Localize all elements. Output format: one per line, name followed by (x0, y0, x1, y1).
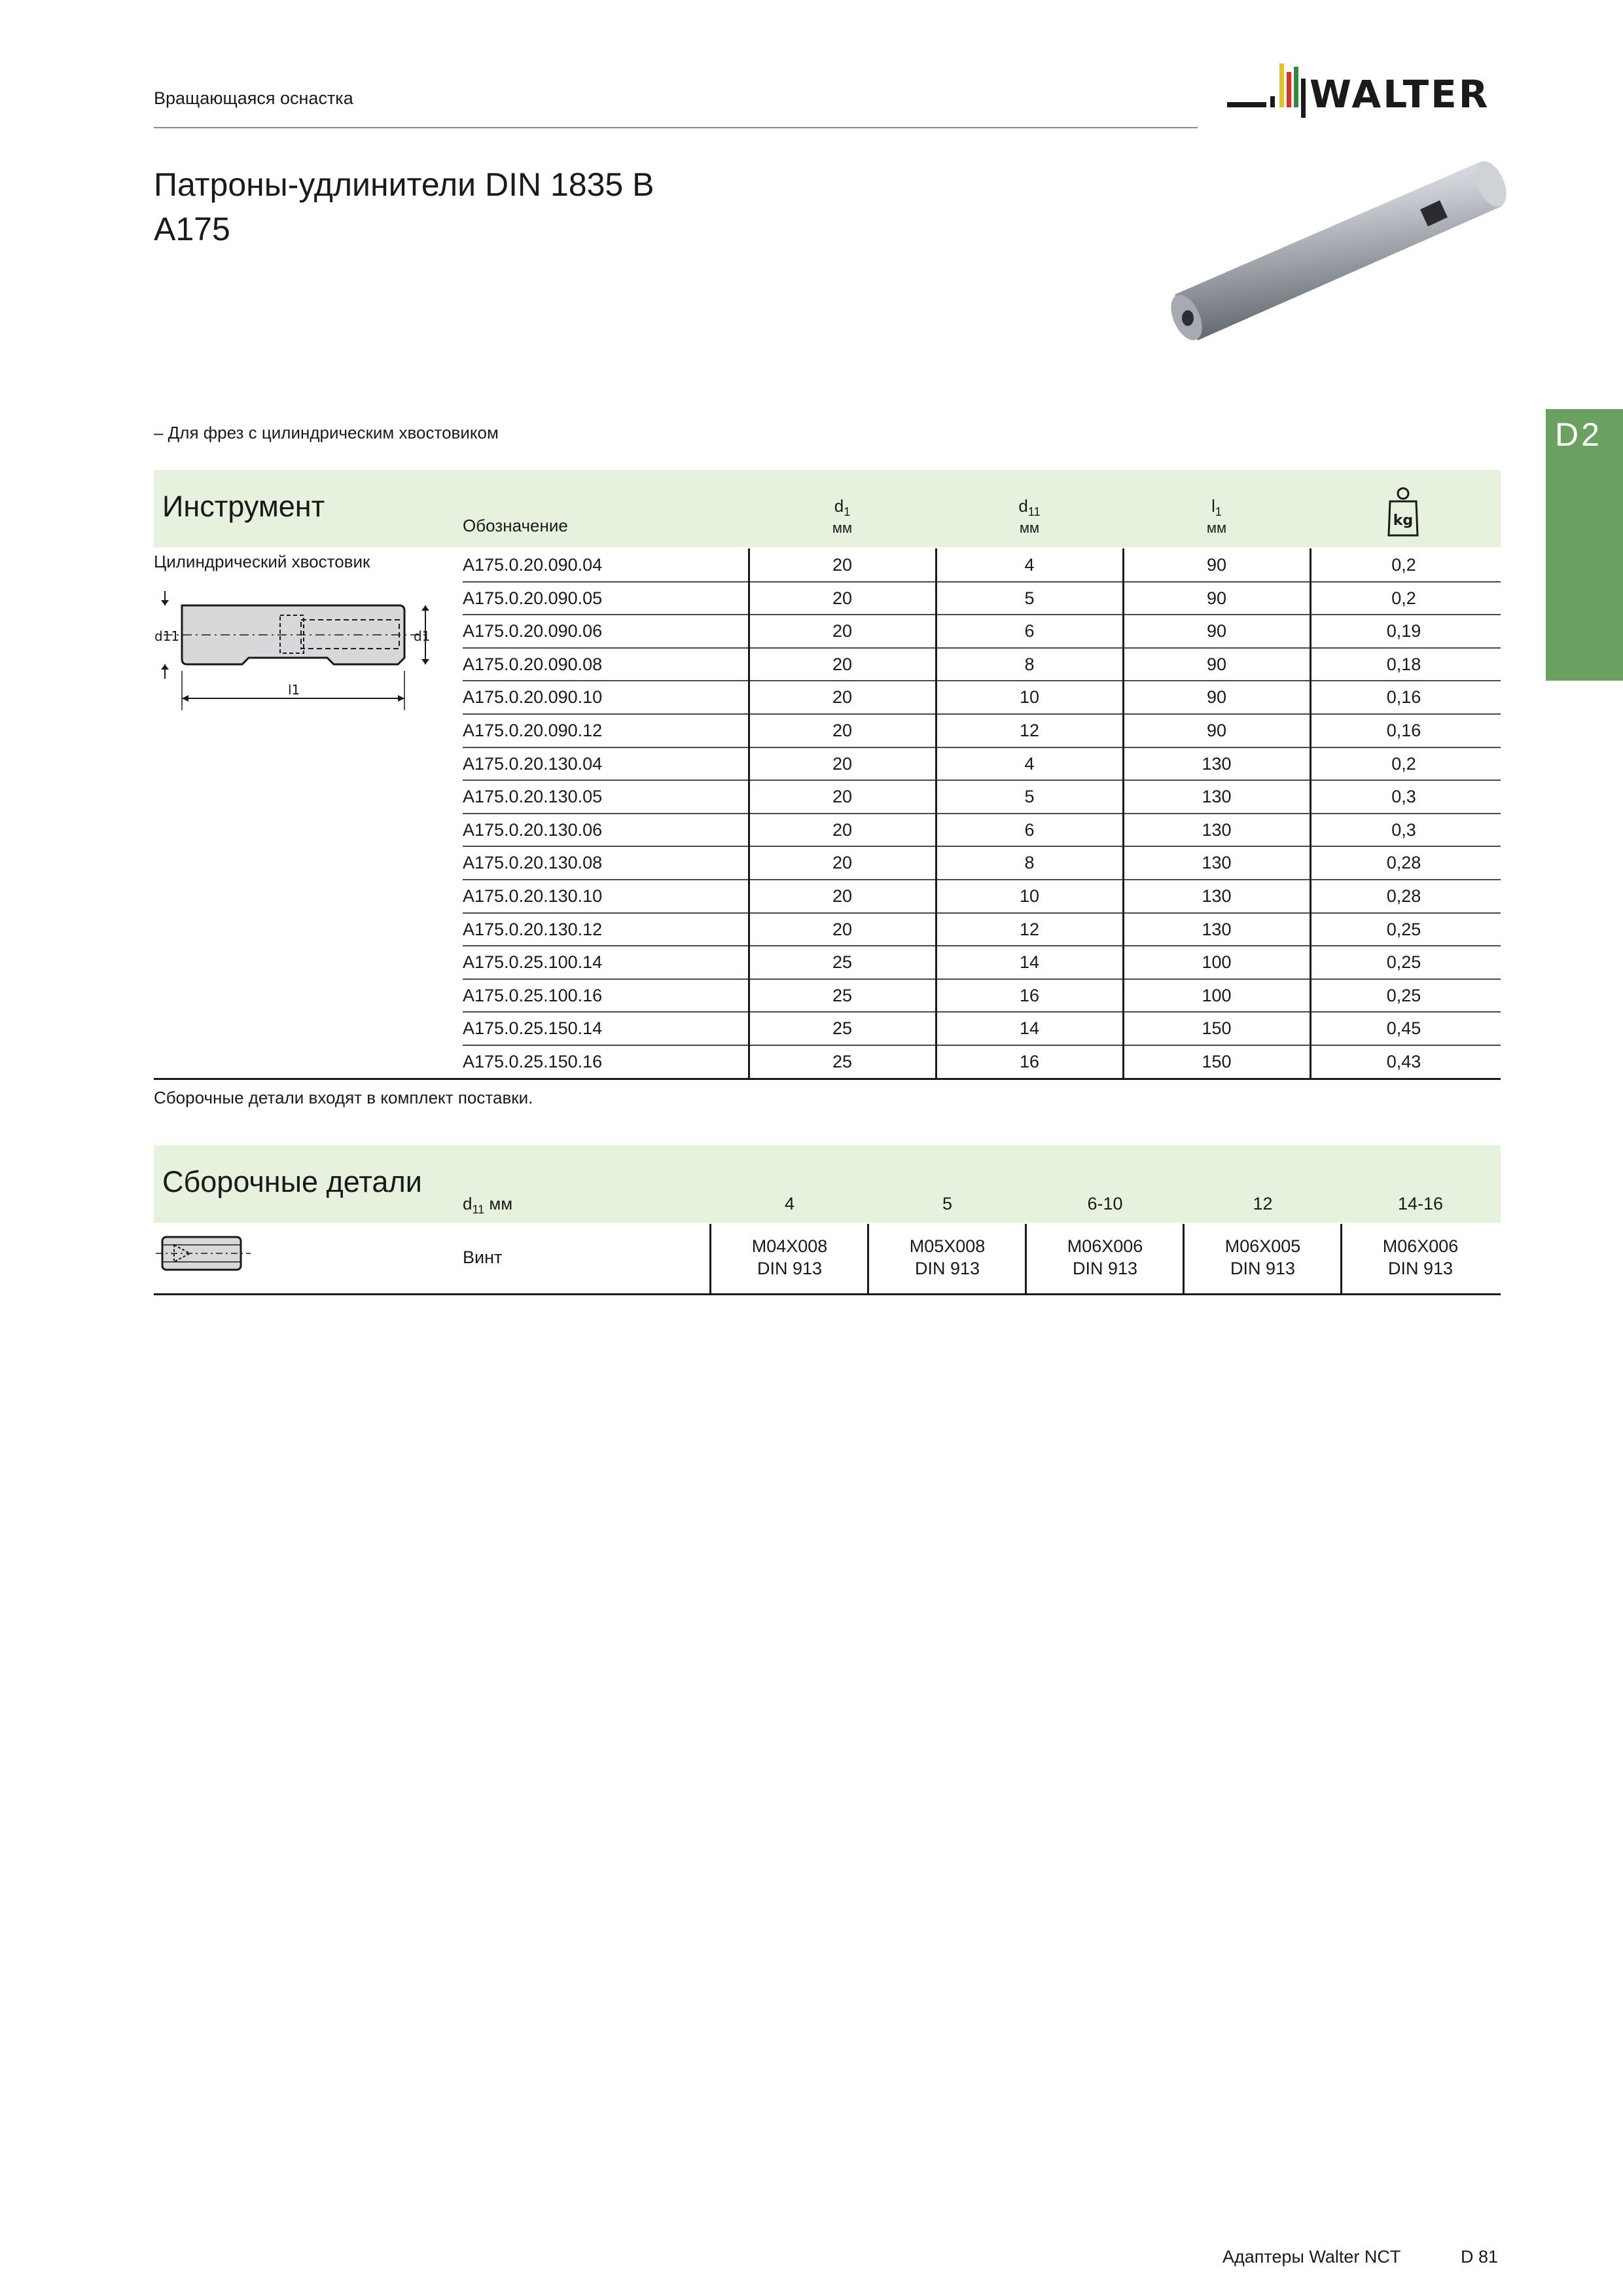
table-cell-d1: 25 (832, 952, 853, 973)
table-cell-d1: 25 (832, 1018, 853, 1039)
screw-spec: DIN 913 (757, 1259, 823, 1278)
column-divider (1340, 1224, 1342, 1295)
table-cell-l1: 130 (1202, 886, 1232, 906)
screw-spec: M04X008 (751, 1236, 828, 1256)
table-row-code: A175.0.20.090.05 (463, 588, 603, 608)
table-cell-d1: 20 (832, 687, 853, 708)
table-cell-l1: 150 (1202, 1052, 1232, 1071)
table-cell-d11: 8 (1024, 853, 1035, 873)
table-cell-l1: 90 (1206, 721, 1227, 740)
table-row-code: A175.0.20.090.12 (463, 721, 603, 740)
column-divider (1310, 548, 1311, 1079)
table-cell-kg: 0,43 (1386, 1052, 1421, 1071)
title-line-2: A175 (154, 211, 230, 247)
column-divider (867, 1224, 869, 1295)
table-cell-d1: 20 (832, 819, 853, 840)
shank-type-label: Цилиндрический хвостовик (154, 552, 370, 571)
table-cell-l1: 130 (1202, 919, 1232, 939)
screw-spec: DIN 913 (914, 1259, 980, 1278)
table-cell-kg: 0,28 (1386, 886, 1421, 906)
screw-spec: DIN 913 (1387, 1259, 1454, 1278)
table-row-code: A175.0.20.130.10 (463, 886, 603, 906)
table-cell-d11: 5 (1024, 787, 1035, 807)
table-row-code: A175.0.25.100.14 (463, 952, 603, 973)
table-cell-d11: 4 (1024, 753, 1035, 774)
table-row-code: A175.0.25.100.16 (463, 985, 603, 1005)
screw-drawing (156, 1230, 251, 1276)
column-divider (935, 548, 937, 1079)
screw-spec: M05X008 (909, 1236, 986, 1256)
table-cell-l1: 100 (1202, 985, 1232, 1005)
svg-text:kg: kg (1393, 512, 1414, 529)
table-row-code: A175.0.20.090.06 (463, 621, 603, 641)
title-line-1: Патроны-удлинители DIN 1835 B (154, 166, 654, 203)
table-cell-d11: 10 (1019, 886, 1040, 906)
table-cell-d1: 20 (832, 721, 853, 740)
svg-text:d1: d1 (414, 628, 431, 644)
table-cell-l1: 90 (1206, 555, 1227, 575)
table-cell-kg: 0,2 (1391, 588, 1416, 608)
table-cell-l1: 90 (1206, 621, 1227, 641)
table-cell-kg: 0,3 (1391, 787, 1416, 807)
screw-label: Винт (463, 1247, 503, 1267)
column-divider (748, 548, 750, 1079)
table-cell-d1: 25 (832, 985, 853, 1005)
table-cell-l1: 130 (1202, 753, 1232, 774)
shank-drawing (151, 586, 438, 710)
table-cell-kg: 0,25 (1386, 985, 1421, 1005)
col-d1: $d_1$ (834, 496, 851, 518)
table-cell-l1: 90 (1206, 687, 1227, 708)
column-divider (1025, 1224, 1027, 1295)
screw-spec: M06X006 (1382, 1236, 1459, 1256)
table-cell-d11: 4 (1024, 555, 1035, 575)
screw-spec: M06X006 (1067, 1236, 1143, 1256)
column-divider (1122, 548, 1124, 1079)
page-number: D 81 (1461, 2247, 1499, 2267)
table-cell-d11: 12 (1019, 721, 1040, 740)
page-title (154, 162, 654, 251)
table2-col-label: $d_{11}$ мм (463, 1194, 513, 1216)
table-cell-d1: 20 (832, 886, 853, 906)
weight-icon (1386, 486, 1420, 538)
table-cell-d1: 20 (832, 853, 853, 873)
table1-title: Инструмент (162, 490, 325, 523)
table-cell-d11: 10 (1019, 687, 1040, 708)
footer-catalog: Адаптеры Walter NCT (1222, 2247, 1401, 2267)
table2-col-header: 14-16 (1397, 1194, 1444, 1213)
table-cell-kg: 0,45 (1386, 1018, 1421, 1039)
table-cell-d11: 5 (1024, 588, 1035, 608)
table-cell-d11: 16 (1019, 985, 1040, 1005)
table-cell-kg: 0,18 (1386, 654, 1421, 674)
note-top: – Для фрез с цилиндрическим хвостовиком (154, 423, 499, 442)
table2-col-header: 5 (942, 1194, 953, 1213)
table-cell-l1: 130 (1202, 819, 1232, 840)
section-label: Вращающаяся оснастка (154, 88, 353, 108)
table-row-code: A175.0.20.130.12 (463, 919, 603, 939)
table-cell-kg: 0,28 (1386, 853, 1421, 873)
product-image (1132, 151, 1518, 386)
table-cell-d1: 20 (832, 621, 853, 641)
column-divider (1183, 1224, 1185, 1295)
table-cell-l1: 100 (1202, 952, 1232, 973)
table-cell-d11: 6 (1024, 819, 1035, 840)
col-d11: $d_{11}$ (1018, 496, 1041, 518)
col-d1-unit: мм (832, 520, 853, 536)
table-cell-kg: 0,25 (1386, 919, 1421, 939)
table-cell-kg: 0,19 (1386, 621, 1421, 641)
screw-spec: DIN 913 (1230, 1259, 1296, 1278)
chapter-tab (1546, 409, 1623, 681)
chapter-tab-label: D2 (1555, 416, 1602, 453)
table-row-code: A175.0.20.090.10 (463, 687, 603, 708)
table-row-code: A175.0.20.090.08 (463, 654, 603, 674)
table-row-code: A175.0.20.130.08 (463, 853, 603, 873)
table-cell-l1: 90 (1206, 588, 1227, 608)
col-l1-unit: мм (1206, 520, 1227, 536)
walter-logo (1227, 60, 1502, 132)
table2-col-header: 6-10 (1087, 1194, 1123, 1213)
table-row-code: A175.0.25.150.16 (463, 1052, 603, 1071)
svg-text:l1: l1 (288, 682, 300, 698)
col-d11-unit: мм (1019, 520, 1040, 536)
col-designation: Обозначение (463, 516, 568, 535)
table2-bottom-rule (154, 1293, 1501, 1295)
table-row-code: A175.0.20.130.06 (463, 819, 603, 840)
table-cell-l1: 90 (1206, 654, 1227, 674)
table-cell-l1: 130 (1202, 853, 1232, 873)
table1-bottom-rule (154, 1078, 1501, 1080)
table-cell-d11: 16 (1019, 1052, 1040, 1071)
table-cell-d1: 20 (832, 919, 853, 939)
table-cell-kg: 0,16 (1386, 721, 1421, 740)
table2-col-header: 4 (784, 1194, 795, 1213)
table2-col-header: 12 (1253, 1194, 1273, 1213)
table-cell-kg: 0,2 (1391, 555, 1416, 575)
table-cell-kg: 0,16 (1386, 687, 1421, 708)
column-divider (709, 1224, 711, 1295)
table-cell-l1: 150 (1202, 1018, 1232, 1039)
table-cell-kg: 0,25 (1386, 952, 1421, 973)
table-cell-l1: 130 (1202, 787, 1232, 807)
table-cell-d1: 20 (832, 753, 853, 774)
table-cell-d1: 20 (832, 588, 853, 608)
table-cell-d11: 12 (1019, 919, 1040, 939)
table-row-code: A175.0.20.130.05 (463, 787, 603, 807)
table-row-code: A175.0.25.150.14 (463, 1018, 603, 1039)
table-cell-kg: 0,2 (1391, 753, 1416, 774)
table-cell-d1: 25 (832, 1052, 853, 1071)
table-cell-d1: 20 (832, 654, 853, 674)
table-cell-kg: 0,3 (1391, 819, 1416, 840)
table-row-code: A175.0.20.090.04 (463, 555, 603, 575)
table-cell-d11: 8 (1024, 654, 1035, 674)
table2-title: Сборочные детали (162, 1165, 422, 1198)
header-divider (154, 127, 1198, 128)
svg-text:WALTER: WALTER (1310, 72, 1490, 117)
table-cell-d11: 6 (1024, 621, 1035, 641)
note-bottom: Сборочные детали входят в комплект поставки. (154, 1088, 533, 1107)
col-l1: $l_1$ (1211, 496, 1222, 518)
table-cell-d11: 14 (1019, 1018, 1040, 1039)
screw-spec: DIN 913 (1072, 1259, 1138, 1278)
table-cell-d1: 20 (832, 787, 853, 807)
table-cell-d1: 20 (832, 555, 853, 575)
table-cell-d11: 14 (1019, 952, 1040, 973)
svg-text:d11: d11 (154, 628, 180, 644)
screw-spec: M06X005 (1224, 1236, 1301, 1256)
table-row-code: A175.0.20.130.04 (463, 753, 603, 774)
